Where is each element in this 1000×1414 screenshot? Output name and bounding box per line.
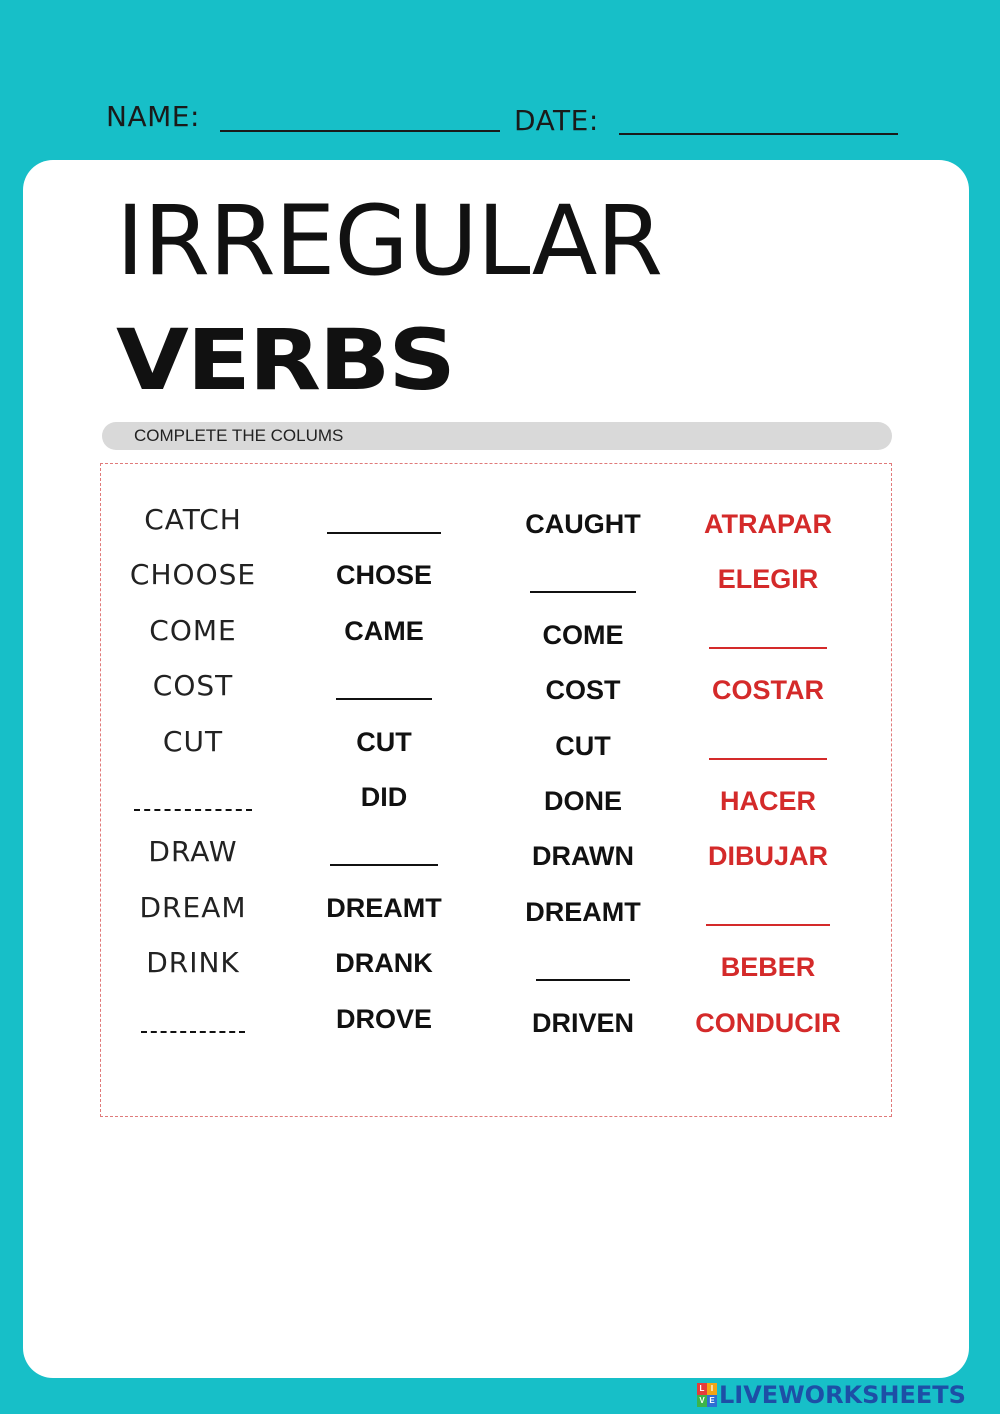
name-input-line[interactable]	[220, 130, 500, 132]
base-form-cell: DRAW	[148, 835, 238, 869]
date-input-line[interactable]	[619, 133, 898, 135]
spanish-meaning-cell: ATRAPAR	[704, 509, 832, 539]
past-participle-cell: COME	[542, 619, 624, 650]
past-participle-cell: DRAWN	[532, 841, 634, 872]
logo-text: LIVEWORKSHEETS	[719, 1381, 966, 1409]
logo-letter: L	[697, 1383, 707, 1395]
answer-blank[interactable]	[709, 647, 827, 649]
answer-blank[interactable]	[709, 758, 827, 760]
base-form-cell: CUT	[162, 724, 224, 758]
spanish-meaning-cell: HACER	[719, 786, 817, 816]
title-verbs: VERBS	[116, 311, 454, 409]
spanish-meaning-cell: COSTAR	[712, 675, 824, 706]
past-simple-cell: DROVE	[335, 1003, 433, 1034]
base-form-cell: DRINK	[146, 946, 240, 980]
instruction-text: COMPLETE THE COLUMS	[134, 426, 344, 445]
past-simple-cell: CHOSE	[335, 560, 433, 591]
spanish-meaning-cell: BEBER	[720, 952, 816, 983]
past-simple-cell: CAME	[344, 615, 424, 646]
past-participle-cell: CAUGHT	[525, 509, 641, 539]
answer-blank[interactable]	[530, 591, 636, 593]
title-irregular: IRREGULAR	[116, 185, 663, 297]
past-participle-cell: DREAMT	[525, 896, 641, 927]
logo-letter: V	[697, 1395, 707, 1407]
logo-letter: I	[707, 1383, 717, 1395]
live-logo-mark-icon	[697, 1383, 717, 1407]
logo-letter: E	[707, 1395, 717, 1407]
answer-blank[interactable]	[706, 924, 830, 926]
past-simple-cell: DREAMT	[326, 892, 442, 923]
liveworksheets-logo	[697, 1382, 966, 1408]
answer-blank[interactable]	[330, 864, 438, 866]
base-form-cell: COST	[152, 669, 234, 703]
past-participle-cell: DONE	[543, 786, 623, 816]
past-participle-cell: CUT	[555, 730, 611, 761]
base-form-cell: CATCH	[144, 503, 242, 536]
past-simple-cell: CUT	[356, 726, 412, 757]
answer-blank[interactable]	[141, 1031, 245, 1033]
answer-blank[interactable]	[536, 979, 630, 981]
base-form-cell: DREAM	[139, 890, 247, 924]
past-participle-cell: COST	[545, 675, 621, 706]
spanish-meaning-cell: DIBUJAR	[707, 841, 829, 872]
date-label: DATE:	[514, 104, 599, 137]
answer-blank[interactable]	[134, 809, 252, 811]
past-participle-cell: DRIVEN	[531, 1007, 635, 1038]
base-form-cell: COME	[149, 613, 237, 647]
spanish-meaning-cell: CONDUCIR	[695, 1007, 841, 1038]
name-label: NAME:	[106, 100, 200, 133]
past-simple-cell: DID	[360, 782, 408, 812]
answer-blank[interactable]	[336, 698, 432, 700]
spanish-meaning-cell: ELEGIR	[717, 564, 819, 595]
answer-blank[interactable]	[327, 532, 441, 534]
base-form-cell: CHOOSE	[129, 558, 257, 592]
past-simple-cell: DRANK	[335, 948, 433, 979]
